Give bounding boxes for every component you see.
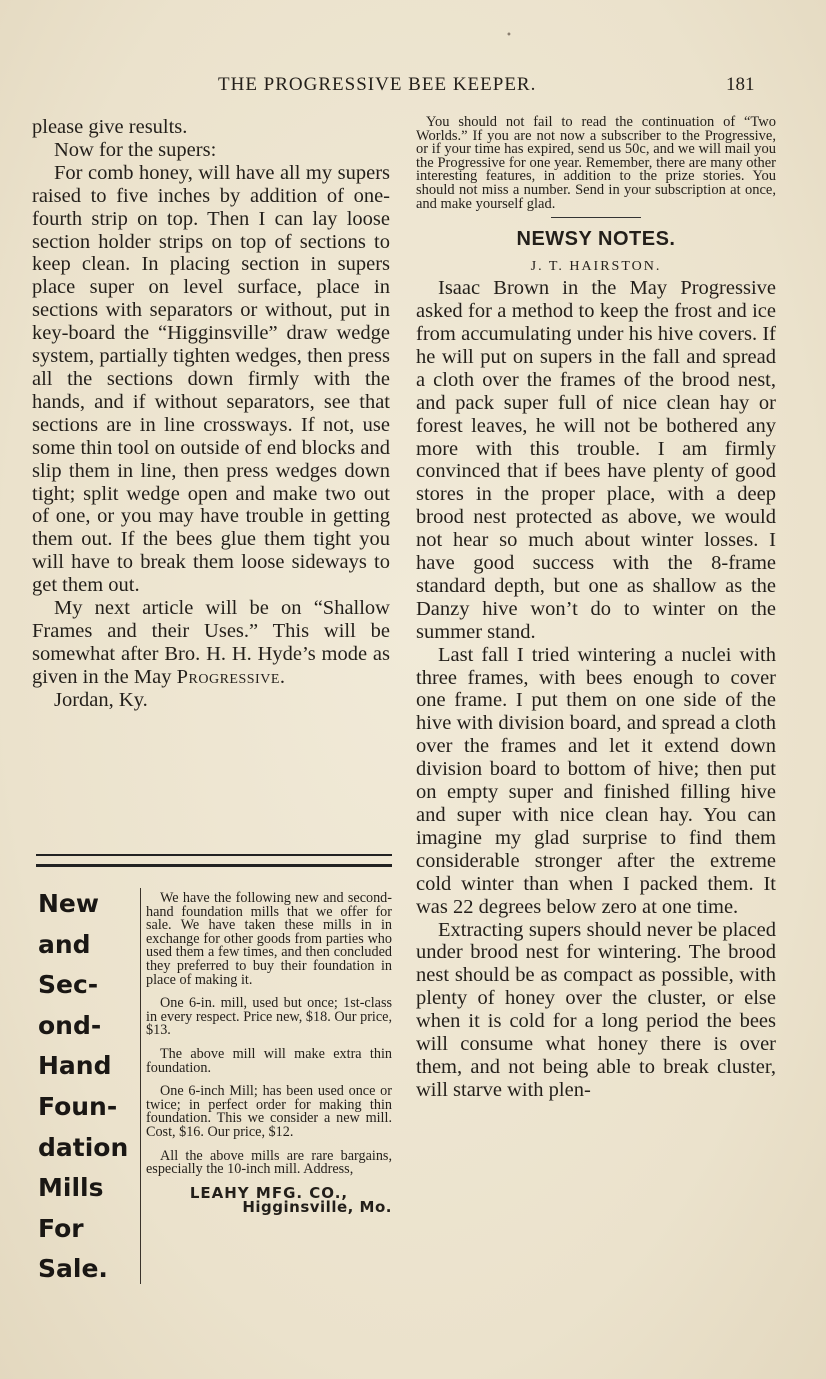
article-heading: NEWSY NOTES. (516, 228, 676, 251)
paragraph: Last fall I tried wintering a nuclei with three frames, with bees enough to cover one frame. I put them on one side of the hive with division board, and spread a cloth over the frames and let it extend down division board to bottom of hive; then put on empty super and finished filling hive and super with nice clean hay. You can imagine my glad surprise to find them considerable stronger after the extreme cold winter than when I packed them. It was 22 degrees below zero at one time. (416, 643, 776, 918)
ad-headline-word: ond- (38, 1010, 102, 1040)
paragraph: Extracting supers should never be placed under brood nest for wintering. The brood nest should be as compact as possible, with plenty of honey over the cluster, or else when it is cold for a long period the bees will consume what honey there is over them, and not being able to break cluster, will starve with plen- (416, 918, 776, 1101)
ad-headline-word: Sec- (38, 970, 99, 1000)
ad-headline-word: dation (38, 1132, 129, 1162)
paragraph: For comb honey, will have all my supers raised to five inches by addition of one-fourth strip on top. Then I can lay loose section holder strips on top of sections to keep clean. In placing section in supers place super on level surface, place in sections with separators or without, put in key-board the “Higginsville” draw wedge system, partially tighten wedges, then press all the sections down firmly with the hands, and if without separators, see that sections are in line crossways. If not, use some thin tool on outside of end blocks and slip them in line, then press wedges down tight; split wedge open and make two out of one, or you may have trouble in getting them out. If the bees glue them tight you will have to break them loose sideways to get them out. (32, 161, 390, 597)
paragraph-text: My next article will be on “Shallow Frames and their Uses.” This will be somewhat after Bro. H. H. Hyde’s mode as given in the May (32, 597, 390, 688)
ad-body (146, 892, 392, 1226)
ad-headline-word: For (38, 1213, 84, 1243)
signoff: Jordan, Ky. (54, 688, 148, 711)
paragraph: Isaac Brown in the May Progressive asked for a method to keep the frost and ice from accumulating under his hive covers. If he will put on supers in the fall and spread a cloth over the frames of the brood nest, and pack super full of nice clean hay or forest leaves, he will not be bothered any more with this trouble. I am firmly convinced that if bees have plenty of good stores in the proper place, with a deep brood nest protected as above, we would not hear so much about winter losses. I have good success with the 8-frame standard depth, but one as shallow as the Danzy hive won’t do to winter on the summer stand. (416, 277, 776, 643)
subscription-notice (416, 116, 776, 211)
ad-headline-word: Sale. (38, 1254, 108, 1284)
paragraph (32, 597, 390, 689)
print-mark: • (506, 30, 512, 41)
ad-headline-word: and (38, 929, 91, 959)
ad-headline-word: Mills (38, 1173, 104, 1203)
notice-text: You should not fail to read the continuation of “Two Worlds.” If you are not now a subscriber to the Progressive, or if your time has expired, send us 50c, and we will mail you the Progressive for one year. Remember, there are many other interesting features, in addition to the prize stories. You should not miss a number. Send in your subscription at once, and make yourself glad. (416, 114, 776, 212)
short-divider (551, 217, 641, 218)
paragraph: Now for the supers: (54, 138, 217, 161)
journal-title: THE PROGRESSIVE BEE KEEPER. (218, 74, 537, 95)
article-byline: J. T. HAIRSTON. (530, 259, 662, 275)
page-number: 181 (726, 74, 755, 95)
ad-paragraph: One 6-in. mill, used but once; 1st-class in every respect. Price new, $18. Our price, $13. (146, 995, 392, 1039)
ad-headline-word: Hand (38, 1051, 112, 1081)
right-column (416, 116, 776, 1102)
article-body (416, 277, 776, 1102)
ad-location: Higginsville, Mo. (242, 1198, 392, 1217)
ad-paragraph: The above mill will make extra thin foundation. (146, 1045, 392, 1076)
ad-company: LEAHY MFG. CO., (189, 1183, 349, 1202)
ad-headline-word: New (38, 889, 99, 918)
ad-paragraph: We have the following new and second-hand foundation mills that we offer for sale. We have taken these mills in in exchange for other goods from parties who used them a few times, and then concluded they preferred to buy their foundation in place of making it. (146, 890, 392, 988)
paragraph: please give results. (32, 116, 188, 138)
running-header (0, 74, 826, 102)
ad-divider-line (140, 888, 141, 1284)
left-column (32, 116, 390, 712)
journal-name: Progressive. (176, 665, 286, 688)
section-divider (36, 854, 392, 867)
ad-paragraph: One 6-inch Mill; has been used once or twice; in perfect order for making thin foundation. This we consider a new mill. Cost, $16. Our price, $12. (146, 1083, 392, 1140)
ad-paragraph: All the above mills are rare bargains, especially the 10-inch mill. Address, (146, 1147, 392, 1178)
ad-headline (38, 884, 142, 1290)
ad-headline-word: Foun- (38, 1091, 118, 1121)
